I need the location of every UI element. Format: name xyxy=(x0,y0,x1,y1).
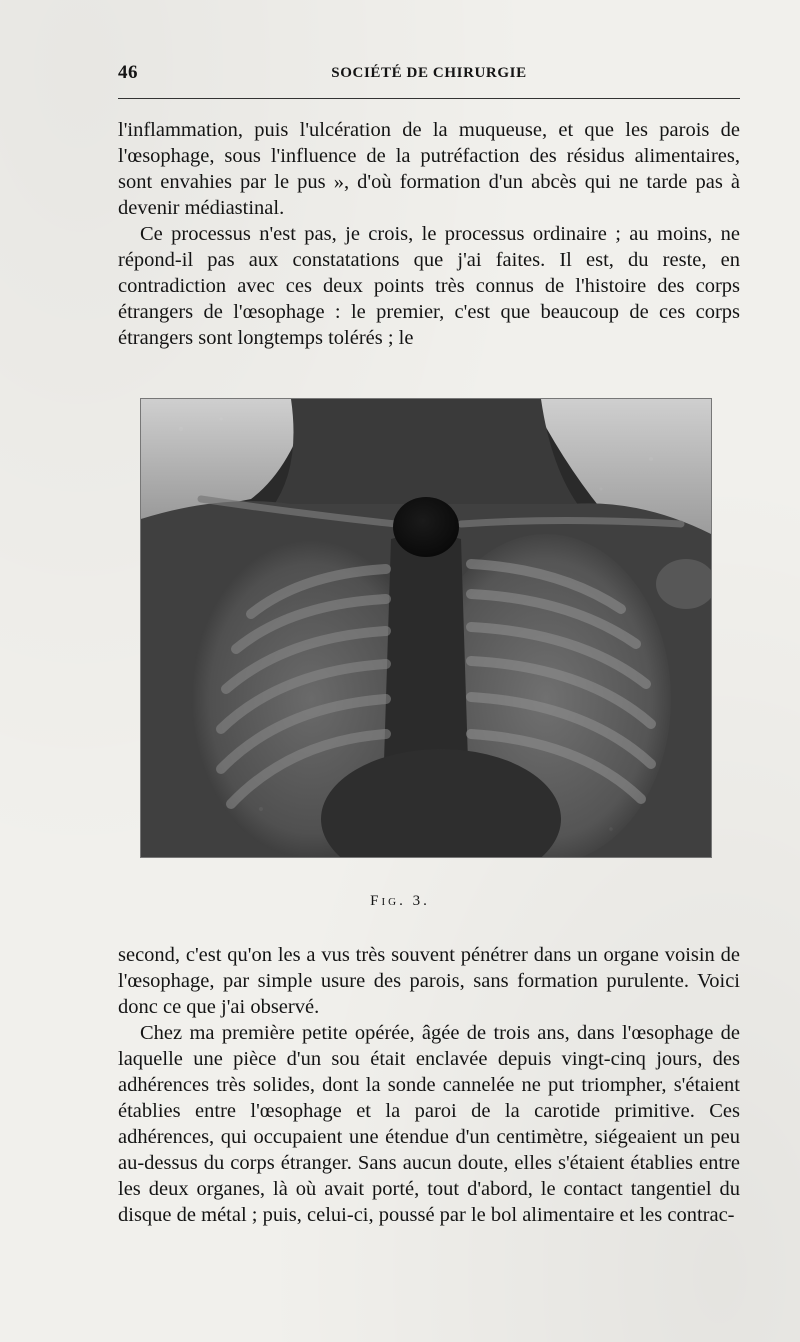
paragraph: l'inflammation, puis l'ulcération de la muqueuse, et que les parois de l'œsophage, sous l'influence de la putréfaction des résidus alimentaires, sont envahies par le pus », d'où formation d'un abcès qui ne tarde pas à devenir médiastinal. xyxy=(118,119,740,219)
page-header xyxy=(118,62,740,88)
header-rule xyxy=(118,98,740,99)
text-block-after-figure xyxy=(118,942,740,1228)
text-block-before-figure xyxy=(118,117,740,351)
figure-caption: Fig. 3. xyxy=(370,893,430,909)
paragraph: Chez ma première petite opérée, âgée de trois ans, dans l'œsophage de laquelle une pièce d'un sou était enclavée depuis vingt-cinq jours, des adhérences très solides, dont la sonde cannelée ne put triompher, s'étaient établies entre l'œsophage et la paroi de la carotide primitive. Ces adhérences, qui occupaient une étendue d'un centimètre, siégeaient un peu au-dessus du corps étranger. Sans aucun doute, elles s'étaient établies entre les deux organes, là où avait porté, tout d'abord, le contact tangentiel du disque de métal ; puis, celui-ci, poussé par le bol alimentaire et les contrac- xyxy=(118,1022,740,1226)
paragraph: Ce processus n'est pas, je crois, le processus ordinaire ; au moins, ne répond-il pas aux constatations que j'ai faites. Il est, du reste, en contradiction avec ces deux points très connus de l'histoire des corps étrangers de l'œsophage : le premier, c'est que beaucoup de ces corps étrangers sont longtemps tolérés ; le xyxy=(118,223,740,349)
running-title: SOCIÉTÉ DE CHIRURGIE xyxy=(331,65,527,81)
chest-xray-image xyxy=(141,399,711,857)
page-number: 46 xyxy=(118,62,138,83)
xray-figure xyxy=(140,398,712,858)
paragraph: second, c'est qu'on les a vus très souvent pénétrer dans un organe voisin de l'œsophage, par simple usure des parois, sans formation purulente. Voici donc ce que j'ai observé. xyxy=(118,944,740,1018)
